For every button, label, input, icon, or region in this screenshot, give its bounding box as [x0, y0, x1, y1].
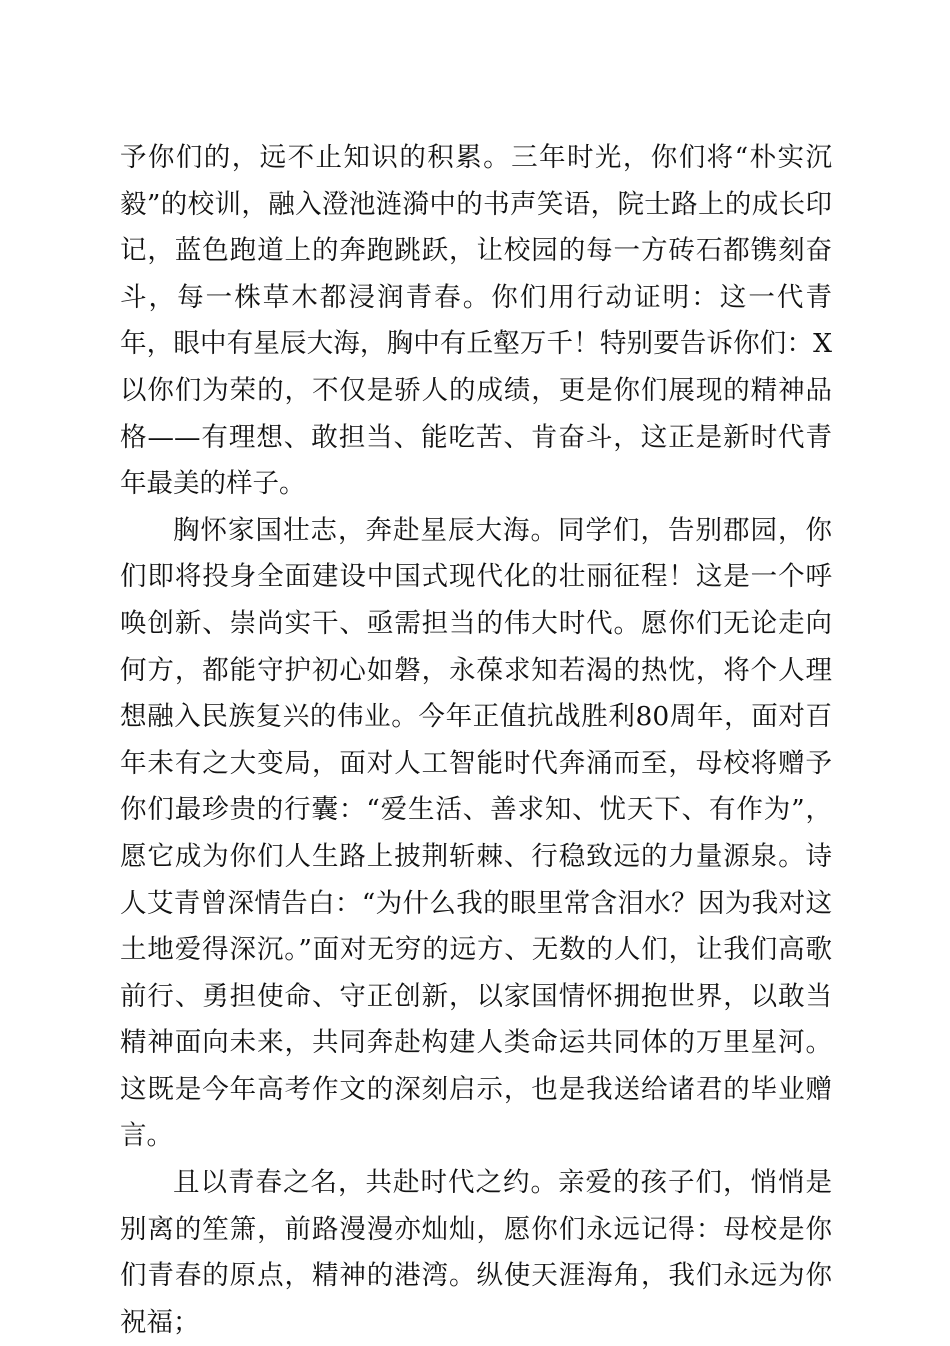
- paragraph-3: 且以青春之名，共赴时代之约。亲爱的孩子们，悄悄是别离的笙箫，前路漫漫亦灿灿，愿你们永远记得：母校是你们青春的原点，精神的港湾。纵使天涯海角，我们永远为你祝福；: [120, 1167, 832, 1338]
- paragraph-2: 胸怀家国壮志，奔赴星辰大海。同学们，告别郡园，你们即将投身全面建设中国式现代化的壮丽征程！这是一个呼唤创新、崇尚实干、亟需担当的伟大时代。愿你们无论走向何方，都能守护初心如磐，永葆求知若渴的热忱，将个人理想融入民族复兴的伟业。今年正值抗战胜利80周年，面对百年未有之大变局，面对人工智能时代奔涌而至，母校将赠予你们最珍贵的行囊：“爱生活、善求知、忧天下、有作为”，愿它成为你们人生路上披荆斩棘、行稳致远的力量源泉。诗人艾青曾深情告白：“为什么我的眼里常含泪水？因为我对这土地爱得深沉。”面对无穷的远方、无数的人们，让我们高歌前行、勇担使命、守正创新，以家国情怀拥抱世界，以敢当精神面向未来，共同奔赴构建人类命运共同体的万里星河。这既是今年高考作文的深刻启示，也是我送给诸君的毕业赠言。: [120, 514, 832, 1152]
- document-page: [120, 135, 832, 1346]
- paragraph-1: 予你们的，远不止知识的积累。三年时光，你们将“朴实沉毅”的校训，融入澄池涟漪中的书声笑语，院士路上的成长印记，蓝色跑道上的奔跑跳跃，让校园的每一方砖石都镌刻奋斗，每一株草木都浸润青春。你们用行动证明：这一代青年，眼中有星辰大海，胸中有丘壑万千！特别要告诉你们：X以你们为荣的，不仅是骄人的成绩，更是你们展现的精神品格——有理想、敢担当、能吃苦、肯奋斗，这正是新时代青年最美的样子。: [120, 142, 832, 500]
